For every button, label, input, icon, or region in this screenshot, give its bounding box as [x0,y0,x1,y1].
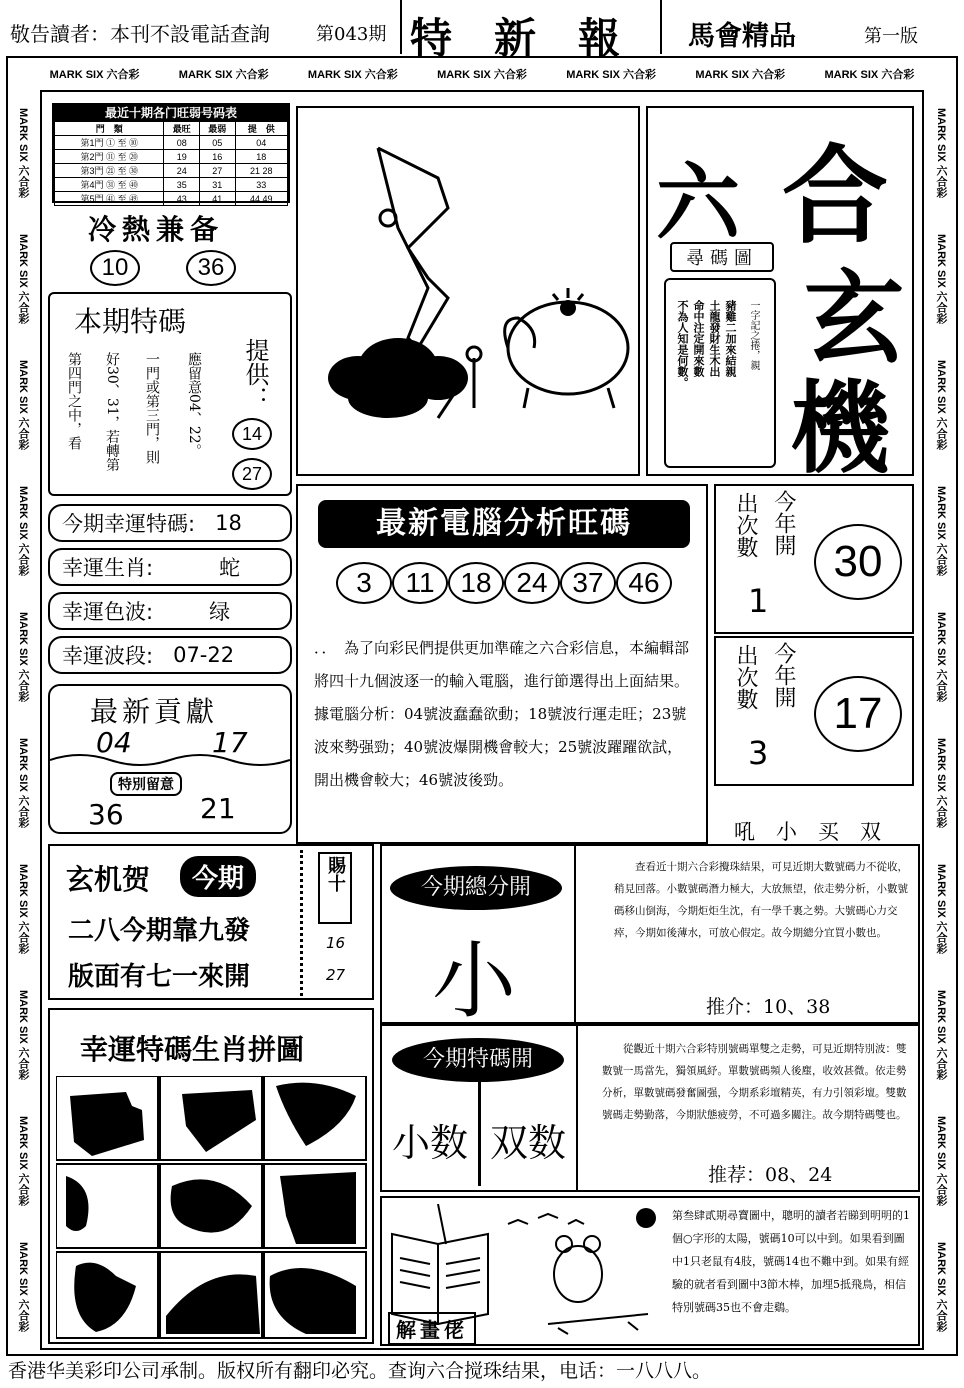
contrib-num: 17 [212,726,248,759]
hot-cold-num: 10 [90,250,140,286]
mystery-side-num: 16 [326,934,346,952]
hot-cold-title: 冷熱兼备 [88,213,225,246]
special-open-box [380,1024,920,1192]
table-row: 第2門 ⑪ 至 ⑳ 19 16 18 [55,150,288,164]
year-open-box: 今年開 出次數 1 30 [714,484,914,634]
paper-subtitle: 馬會精品 [688,21,796,52]
cartoon-illustration [296,106,640,476]
computer-num: 3 [336,562,392,604]
total-head: 吼 小 买 双 [734,820,881,844]
lucky-num-row: 今期幸運特碼: 18 [48,504,292,542]
special-code-col: 第四門之中，看 [66,352,82,450]
liuhe-char: 合 [782,133,888,258]
special-code-col: 一門或第三門，則 [144,352,160,464]
year-open-count: 1 [748,582,769,620]
scroll-label: 尋碼圖 [670,242,774,272]
computer-title: 最新電腦分析旺碼 [318,500,690,548]
table-row: 第3門 ㉑ 至 ㉚ 24 27 21 28 [55,164,288,178]
lucky-zodiac-row: 幸運生肖: 蛇 [48,548,292,586]
table-row: 第4門 ㉛ 至 ㊵ 35 31 33 [55,178,288,192]
top-band: MARK SIX 六合彩 MARK SIX 六合彩 MARK SIX 六合彩 MARK SIX 六合彩 MARK SIX 六合彩 MARK SIX 六合彩 MARK SIX 六合彩 [49,69,915,81]
year-open-count: 3 [748,734,769,772]
special-open-recommend: 推荐：08、24 [708,1164,833,1186]
puzzle-title: 幸運特碼生肖拼圖 [80,1033,305,1066]
mystery-title-a: 玄机贺 [66,863,151,896]
total-big-char: 小 [432,932,517,1030]
total-recommend: 推介：10、38 [706,996,831,1018]
notice-text: 敬告讀者：本刊不設電話查詢 [10,22,270,46]
year-open-box: 今年開 出次數 3 17 [714,636,914,786]
liuhe-box [646,106,914,487]
special-code-num: 27 [232,458,272,490]
mystery-side-num: 27 [326,966,346,984]
special-code-title: 本期特碼 [74,305,187,338]
contrib-num: 21 [200,792,236,825]
special-open-text: 從觀近十期六合彩特別號碼單雙之走勢，可見近期特別波：雙數號一馬當先，獨領風紓。單數號碼頻人後塵，收效甚微。依走勢分析，單數號碼發奮圖强，今期系彩壇精英，有力引領彩壇。雙數號碼走勢勤落，今期狀態疲勞，不可過多關注。故今期特碼雙也。 [602,1043,907,1121]
contrib-num: 36 [88,798,124,831]
liuhe-char: 機 [790,369,890,487]
year-open-num: 30 [814,524,902,600]
liuhe-char: 六 [656,153,741,252]
scroll-paper: 不為人知是何數。 命中注定開來數 土龍發財生木出 豬雞二加來結親 一字記之捲，親 [664,278,776,468]
computer-num: 37 [560,562,616,604]
mystery-line1: 二八今期靠九發 [68,916,251,946]
mystery-side-label: 賜十 [318,852,352,924]
special-code-col: 好30、31，若轉第 [104,352,120,472]
footer-text: 香港华美彩印公司承制。版权所有翻印必究。查询六合搅珠结果，电话：一八八八。 [8,1360,712,1382]
special-code-box [48,292,292,496]
rank-table-caption: 最近十期各门旺弱号码表 [54,105,288,121]
total-label: 今期總分開 [390,866,562,910]
provide-label: 提供： [241,338,269,410]
rank-table: 門 類 最旺 最弱 提 供 第1門 ① 至 ⑩ 08 05 04 第2門 ⑪ 至 ⑳ 19 16 18 第3門 ㉑ 至 ㉚ 24 27 21 28 第4門 ㉛ 至 ㊵ 35 31 33 第5門 ㊶ 至 ㊾ 43 41 44 49 [54,121,288,206]
total-box [380,794,920,1030]
mystery-title-b: 今期 [180,856,256,897]
computer-text: ．． 為了向彩民們提供更加準確之六合彩信息，本編輯部將四十九個波逐一的輸入電腦，進行節選得出上面結果。據電腦分析：04號波蠢蠢欲動；18號波行運走旺；23號波來勢强勁；40號波爆開機會較大；25號波躍躍欲試，開出機會較大；46號波後勁。 [314,639,690,789]
contrib-num: 04 [96,726,132,759]
table-row: 第5門 ㊶ 至 ㊾ 43 41 44 49 [55,192,288,206]
edition-label: 第一版 [864,26,918,47]
special-code-num: 14 [232,418,272,450]
mystery-line2: 版面有七一來開 [68,962,251,992]
year-open-num: 17 [814,676,902,752]
computer-num: 18 [448,562,504,604]
computer-num: 46 [616,562,672,604]
special-code-col: 應留意04、22。 [186,352,202,458]
hot-cold-num: 36 [186,250,236,286]
contrib-note: 特別留意 [110,772,182,796]
computer-box [296,484,708,844]
total-text: 查看近十期六合彩攪珠結果，可見近期大數號碼力不從收，稍見回落。小數號碼潛力極大，大放無望，依走勢分析，小數號碼移山倒海，今期炬炬生沈，有一學千裏之勢。大號碼心力交瘁，今期如後薄水，可放心假定。故今期總分宜買小數也。 [614,861,908,939]
rank-table-box [52,103,290,203]
right-band: MARK SIX 六合彩 MARK SIX 六合彩 MARK SIX 六合彩 MARK SIX 六合彩 MARK SIX 六合彩 MARK SIX 六合彩 MARK SIX 六合彩 MARK SIX 六合彩 MARK SIX 六合彩 MARK SIX 六合彩 [935,108,947,1332]
lucky-range-row: 幸運波段: 07-22 [48,636,292,674]
computer-num: 11 [392,562,448,604]
issue-number: 第043期 [316,24,387,45]
puzzle-box [48,1008,374,1344]
lucky-color-row: 幸運色波: 绿 [48,592,292,630]
explain-box [380,1196,920,1346]
paper-title: 特 新 報 [410,14,621,63]
liuhe-char: 玄 [804,259,904,377]
contrib-box [48,684,292,834]
table-row: 第1門 ① 至 ⑩ 08 05 04 [55,136,288,150]
special-open-char: 小数 [392,1121,469,1165]
special-open-char: 双数 [490,1121,567,1165]
zodiac-puzzle-image [56,1076,368,1340]
explain-text: 第叁肆貳期尋寶圖中，聰明的讀者若睇到明明的1個○字形的太陽，號碼10可以中到。如果看到圖中1只老鼠有4肢，號碼14也不難中到。如果有經驗的就者看到圖中3節木棒，加埋5抵飛鳥，相信特別號碼35也不會走鷄。 [672,1209,910,1314]
special-open-label: 今期特碼開 [392,1038,564,1082]
contrib-title: 最新貢獻 [90,695,219,728]
explain-label: 解畫佬 [388,1312,476,1345]
left-band: MARK SIX 六合彩 MARK SIX 六合彩 MARK SIX 六合彩 MARK SIX 六合彩 MARK SIX 六合彩 MARK SIX 六合彩 MARK SIX 六合彩 MARK SIX 六合彩 MARK SIX 六合彩 MARK SIX 六合彩 [17,108,29,1332]
computer-num: 24 [504,562,560,604]
mystery-box [48,844,374,1000]
